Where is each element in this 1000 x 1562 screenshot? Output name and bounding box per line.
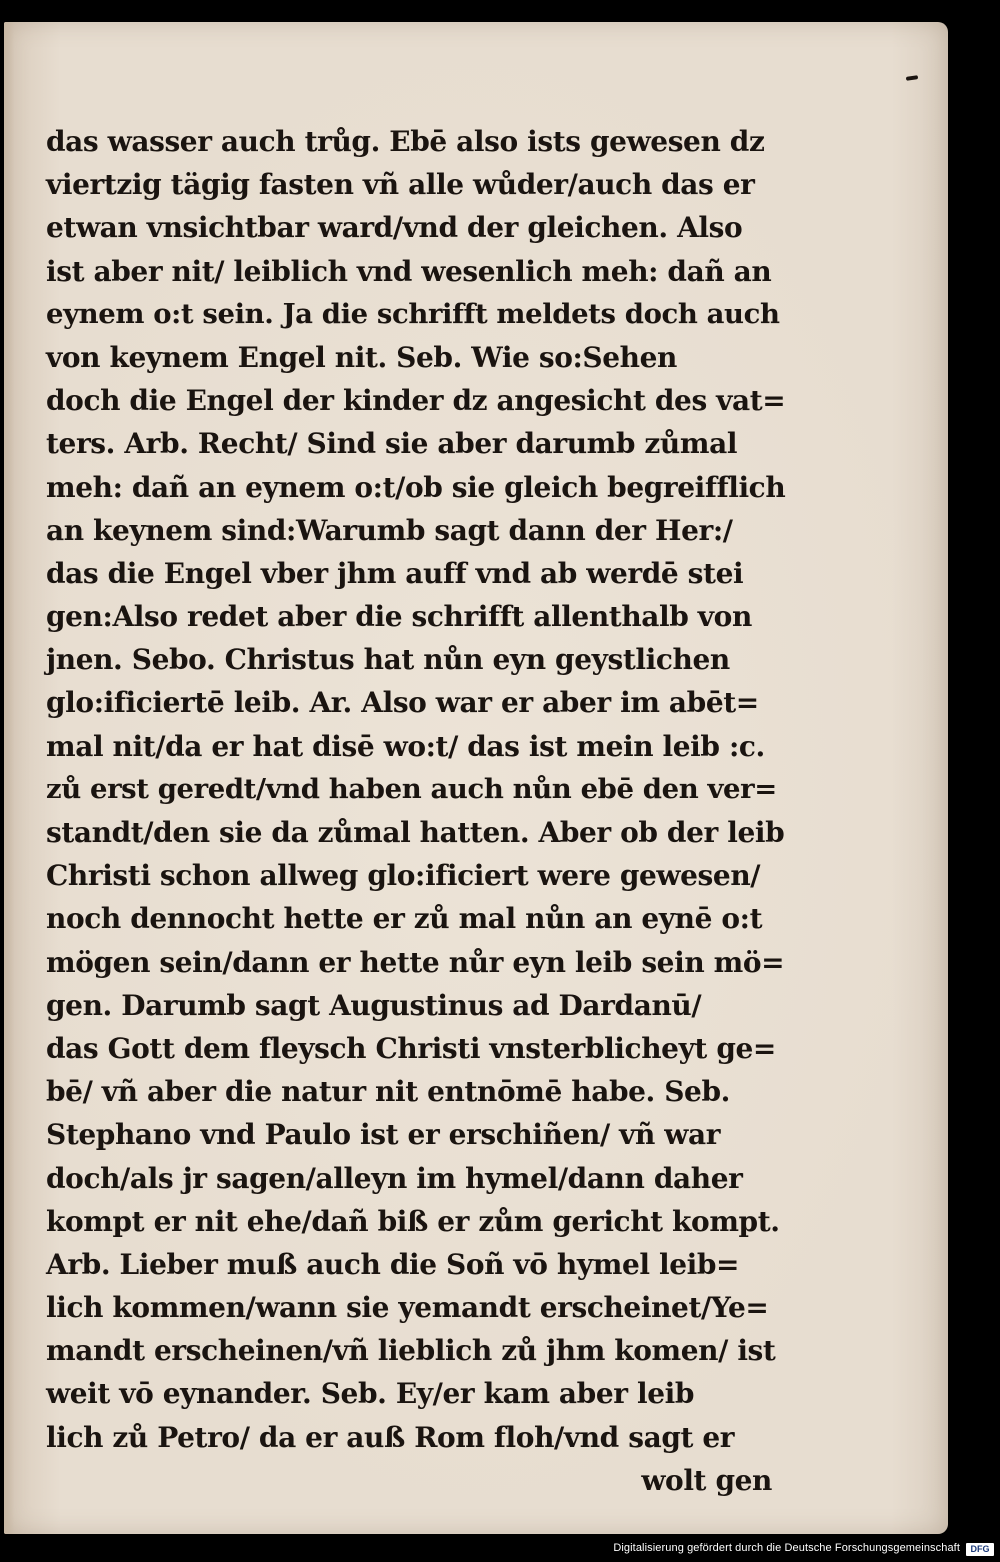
- text-block: [46, 120, 786, 1502]
- funding-credit: Digitalisierung gefördert durch die Deutsche Forschungsgemeinschaft: [613, 1542, 960, 1554]
- text-line: an keynem sind:Warumb sagt dann der Her:/: [46, 513, 733, 547]
- text-line: glo:ificiertē leib. Ar. Also war er aber im abēt=: [46, 686, 759, 720]
- text-line: das wasser auch trůg. Ebē also ists gewesen dz: [46, 125, 765, 158]
- text-line: noch dennocht hette er zů mal nůn an eynē o:t: [46, 902, 763, 936]
- text-line: mandt erscheinen/vñ lieblich zů jhm komen/ ist: [46, 1334, 776, 1368]
- text-line: mögen sein/dann er hette nůr eyn leib sein mö=: [46, 945, 785, 979]
- text-line: kompt er nit ehe/dañ biß er zům gericht kompt.: [46, 1204, 780, 1238]
- text-line: Stephano vnd Paulo ist er erschiñen/ vñ war: [46, 1118, 721, 1152]
- text-line: das die Engel vber jhm auff vnd ab werdē stei: [46, 556, 744, 590]
- text-line: ters. Arb. Recht/ Sind sie aber darumb zůmal: [46, 427, 738, 461]
- text-line: etwan vnsichtbar ward/vnd der gleichen. Also: [46, 211, 743, 245]
- text-line: das Gott dem fleysch Christi vnsterblicheyt ge=: [46, 1031, 776, 1065]
- text-line: meh: dañ an eynem o:t/ob sie gleich begreifflich: [46, 470, 786, 504]
- text-line: Christi schon allweg glo:ificiert were gewesen/: [46, 859, 761, 893]
- ink-mark: [906, 75, 918, 81]
- text-line: gen:Also redet aber die schrifft allenthalb von: [46, 600, 752, 634]
- text-line: lich zů Petro/ da er auß Rom floh/vnd sagt er: [46, 1420, 735, 1454]
- footer-bar: [0, 1536, 1000, 1562]
- text-line: ist aber nit/ leiblich vnd wesenlich meh: dañ an: [46, 254, 772, 288]
- text-line: standt/den sie da zůmal hatten. Aber ob der leib: [46, 816, 785, 849]
- text-line: viertzig tägig fasten vñ alle wůder/auch das er: [46, 168, 755, 202]
- page-edge: [4, 22, 14, 1534]
- text-line: doch/als jr sagen/alleyn im hymel/dann daher: [46, 1161, 743, 1195]
- dfg-logo: DFG: [966, 1543, 994, 1556]
- text-line: jnen. Sebo. Christus hat nůn eyn geystlichen: [46, 643, 730, 677]
- text-line: bē/ vñ aber die natur nit entnōmē habe. Seb.: [46, 1075, 730, 1109]
- text-line: doch die Engel der kinder dz angesicht des vat=: [46, 384, 786, 418]
- book-page: [4, 22, 948, 1534]
- text-line: Arb. Lieber muß auch die Soñ vō hymel leib=: [46, 1247, 740, 1281]
- text-line: weit vō eynander. Seb. Ey/er kam aber leib: [46, 1377, 695, 1411]
- text-line: mal nit/da er hat disē wo:t/ das ist mein leib :c.: [46, 729, 765, 763]
- text-line: eynem o:t sein. Ja die schrifft meldets doch auch: [46, 297, 780, 330]
- text-line: von keynem Engel nit. Seb. Wie so:Sehen: [46, 340, 677, 374]
- text-line: lich kommen/wann sie yemandt erscheinet/Ye=: [46, 1291, 769, 1325]
- catchword: wolt gen: [641, 1463, 772, 1497]
- text-line: zů erst geredt/vnd haben auch nůn ebē den ver=: [46, 772, 777, 805]
- text-line: gen. Darumb sagt Augustinus ad Dardanū/: [46, 988, 702, 1022]
